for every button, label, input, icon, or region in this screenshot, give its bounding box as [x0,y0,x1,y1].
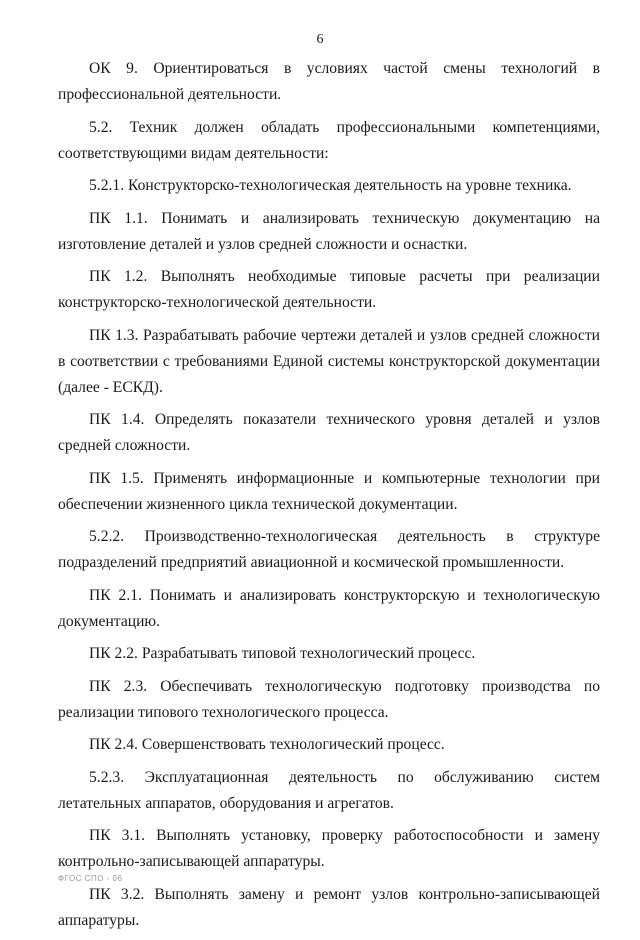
document-body [58,56,600,940]
paragraph-5-2-1: 5.2.1. Конструкторско-технологическая деятельность на уровне техника. [89,177,572,194]
paragraph-5-2-3: 5.2.3. Эксплуатационная деятельность по обслуживанию систем летательных аппаратов, оборудования и агрегатов. [58,768,600,812]
paragraph-pk-3-2: ПК 3.2. Выполнять замену и ремонт узлов контрольно-записывающей аппаратуры. [58,885,600,929]
paragraph-5-2: 5.2. Техник должен обладать профессиональными компетенциями, соответствующими видам деятельности: [58,118,600,162]
paragraph-pk-1-1: ПК 1.1. Понимать и анализировать техническую документацию на изготовление деталей и узлов средней сложности и оснастки. [58,209,600,253]
paragraph-pk-2-2: ПК 2.2. Разрабатывать типовой технологический процесс. [89,645,476,662]
paragraph-pk-1-5: ПК 1.5. Применять информационные и компьютерные технологии при обеспечении жизненного цикла технической документации. [58,469,600,513]
footer-mark: ФГОС СПО - 06 [58,874,123,883]
paragraph-pk-2-3: ПК 2.3. Обеспечивать технологическую подготовку производства по реализации типового технологического процесса. [58,677,600,721]
paragraph-pk-1-4: ПК 1.4. Определять показатели технического уровня деталей и узлов средней сложности. [58,411,600,454]
paragraph-pk-1-3: ПК 1.3. Разрабатывать рабочие чертежи деталей и узлов средней сложности в соответствии с требованиями Единой системы конструкторской документации (далее - ЕСКД). [58,326,600,396]
paragraph-ok9: ОК 9. Ориентироваться в условиях частой смены технологий в профессиональной деятельности. [58,60,600,103]
paragraph-pk-2-4: ПК 2.4. Совершенствовать технологический процесс. [89,736,445,753]
paragraph-5-2-2: 5.2.2. Производственно-технологическая деятельность в структуре подразделений предприятий авиационной и космической промышленности. [58,528,600,571]
page-number: 6 [316,32,324,47]
paragraph-pk-3-1: ПК 3.1. Выполнять установку, проверку работоспособности и замену контрольно-записывающей аппаратуры. [58,827,600,870]
paragraph-pk-1-2: ПК 1.2. Выполнять необходимые типовые расчеты при реализации конструкторско-технологической деятельности. [58,268,600,311]
paragraph-pk-2-1: ПК 2.1. Понимать и анализировать конструкторскую и технологическую документацию. [58,586,600,630]
